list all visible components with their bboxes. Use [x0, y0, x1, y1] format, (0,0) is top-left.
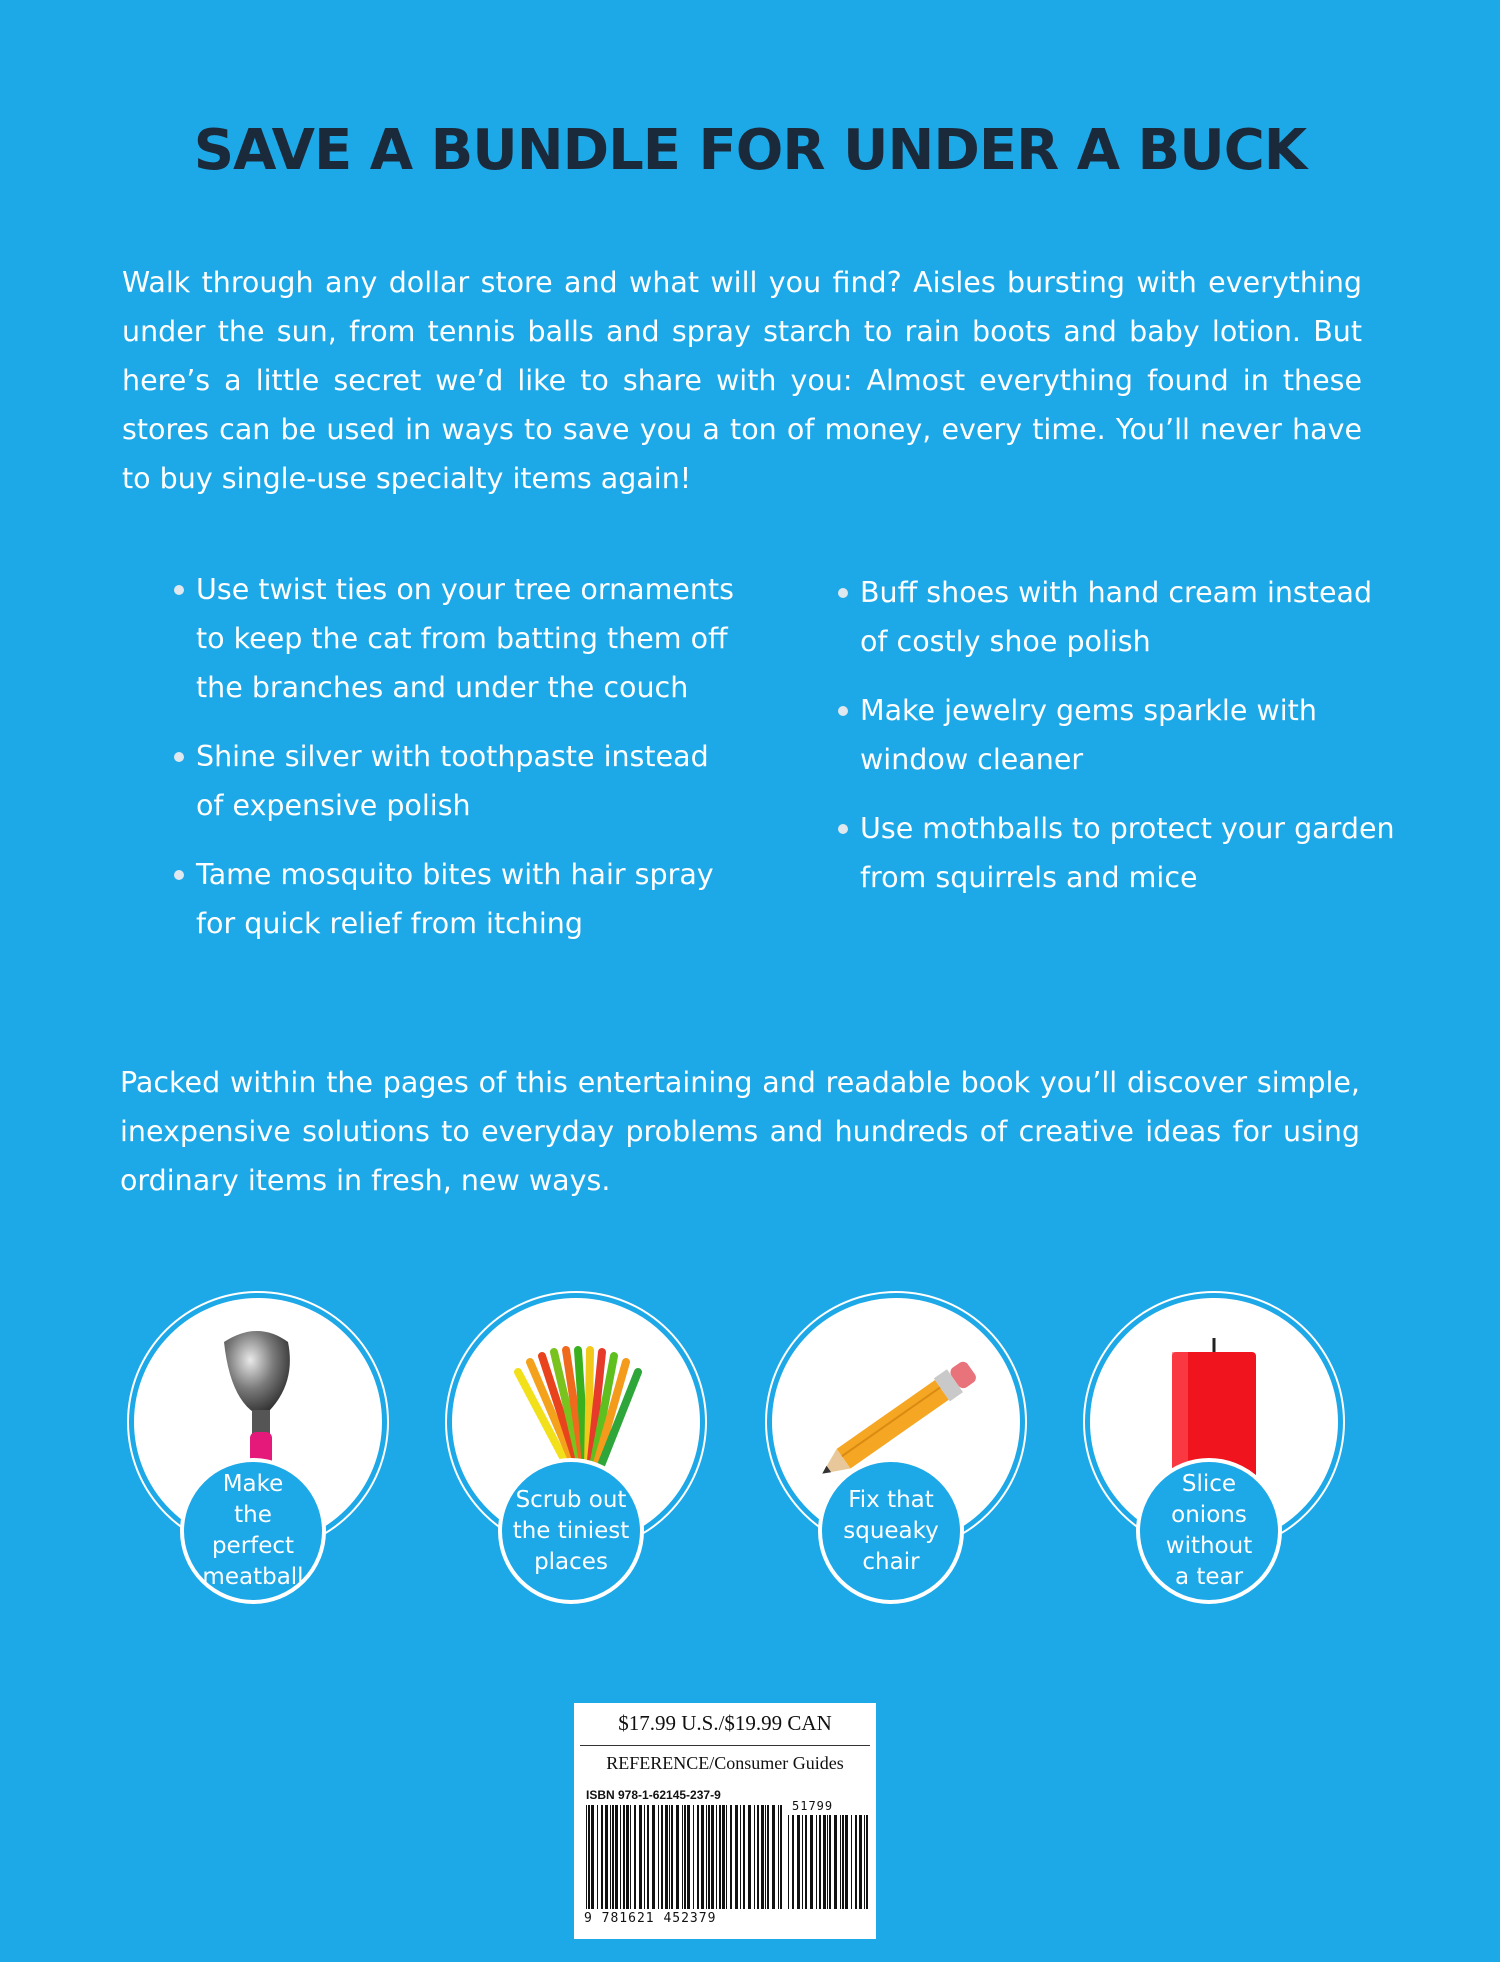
tip-text: Scrub out: [515, 1486, 627, 1513]
tip-text: Slice: [1181, 1471, 1237, 1497]
bullet-icon: [838, 706, 848, 716]
list-item-text: Tame mosquito bites with hair spray for quick relief from itching: [196, 858, 714, 940]
isbn-label: ISBN 978-1-62145-237-9: [586, 1788, 721, 1802]
divider: [580, 1745, 870, 1746]
addon-barcode-icon: [788, 1815, 870, 1909]
tip-text: onions: [1171, 1502, 1247, 1528]
tip-circles: [0, 1298, 1500, 1638]
list-item-text: Use mothballs to protect your garden from squirrels and mice: [860, 812, 1395, 894]
list-item-text: Shine silver with toothpaste instead of expensive polish: [196, 740, 709, 822]
bullet-icon: [174, 585, 184, 595]
list-item: [174, 850, 734, 948]
list-item-text: Use twist ties on your tree ornaments to keep the cat from batting them off the branches and under the couch: [196, 573, 734, 704]
price-label: $17.99 U.S./$19.99 CAN: [618, 1711, 832, 1735]
tip-text: without: [1165, 1533, 1253, 1559]
tip-label-circle: [1136, 1458, 1282, 1604]
tip-onions: [1090, 1298, 1338, 1614]
list-item: [174, 732, 734, 830]
isbn-number: 9 781621 452379: [584, 1911, 717, 1926]
bullet-icon: [174, 752, 184, 762]
tip-label-circle: [818, 1458, 964, 1604]
tip-text: the perfect: [211, 1502, 295, 1559]
tip-text: chair: [862, 1548, 920, 1575]
list-item-text: Make jewelry gems sparkle with window cleaner: [860, 694, 1317, 776]
tip-chair: [772, 1298, 1020, 1614]
list-item: [838, 686, 1398, 784]
addon-number: 51799: [792, 1799, 834, 1813]
category-label: REFERENCE/Consumer Guides: [606, 1753, 844, 1773]
tip-meatball: [134, 1298, 382, 1614]
bullet-icon: [838, 588, 848, 598]
list-item: [838, 804, 1398, 902]
bullet-icon: [838, 824, 848, 834]
headline: SAVE A BUNDLE FOR UNDER A BUCK: [193, 118, 1307, 183]
barcode-box: [574, 1703, 876, 1939]
outro-paragraph: Packed within the pages of this entertaining and readable book you’ll discover simple, inexpensive solutions to everyday problems and hundreds of creative ideas for using ordinary items in fresh, new ways.: [120, 1066, 1360, 1197]
bullet-icon: [174, 870, 184, 880]
tip-text: Fix that: [848, 1486, 934, 1513]
tip-text: Make: [222, 1471, 284, 1497]
tip-text: squeaky: [843, 1517, 939, 1544]
tips-list-left: [174, 565, 734, 968]
tip-text: meatball: [202, 1564, 304, 1590]
tip-scrub: [452, 1298, 700, 1614]
tip-text: a tear: [1174, 1564, 1244, 1590]
list-item-text: Buff shoes with hand cream instead of costly shoe polish: [860, 576, 1373, 658]
list-item: [838, 568, 1398, 666]
tip-label-circle: [498, 1458, 644, 1604]
intro-paragraph: Walk through any dollar store and what will you find? Aisles bursting with everything under the sun, from tennis balls and spray starch to rain boots and baby lotion. But here’s a little secret we’d like to share with you: Almost everything found in these stores can be used in ways to save you a ton of money, every time. You’ll never have to buy single-use specialty items again!: [122, 266, 1362, 495]
list-item: [174, 565, 734, 712]
tips-list-right: [838, 568, 1398, 922]
tip-text: places: [534, 1548, 608, 1575]
tip-label-circle: [180, 1458, 326, 1604]
tip-text: the tiniest: [512, 1517, 630, 1544]
barcode-icon: [586, 1805, 782, 1909]
